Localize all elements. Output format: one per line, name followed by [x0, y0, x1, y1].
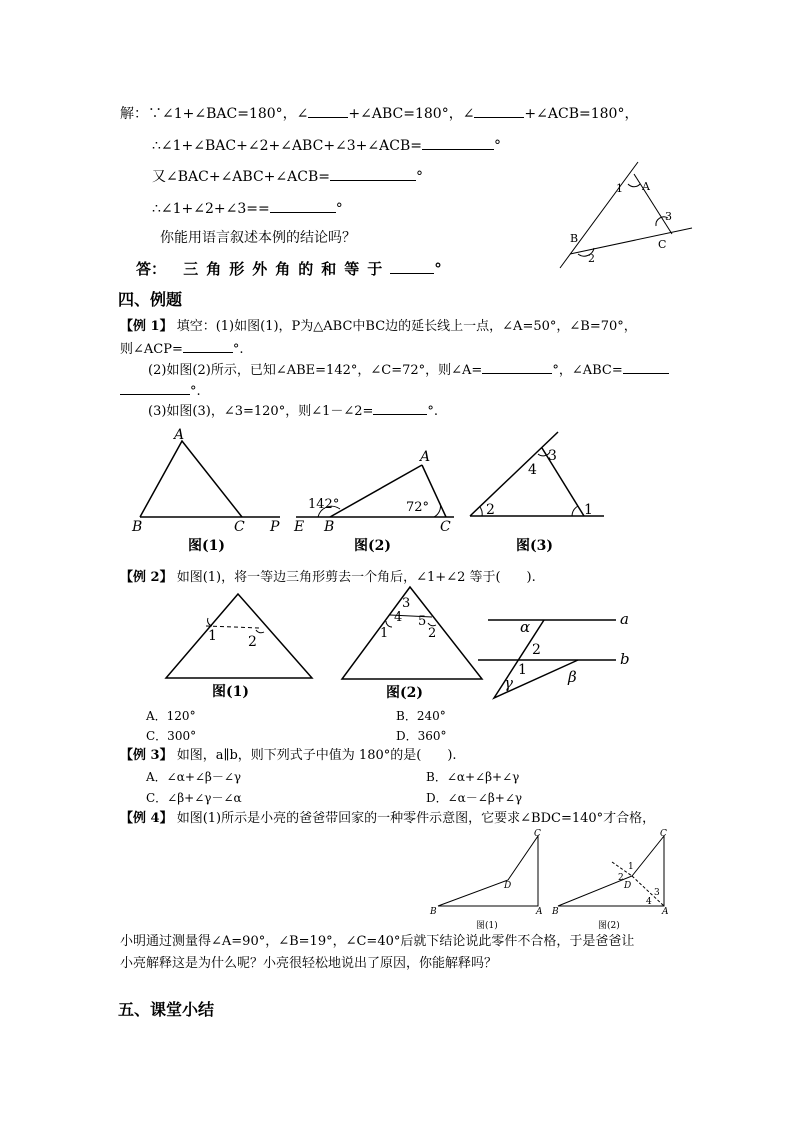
- ex4-line3: 小亮解释这是为什么呢？小亮很轻松地说出了原因，你能解释吗？: [120, 956, 498, 971]
- label-A: A: [174, 427, 185, 443]
- label-B: B: [552, 907, 559, 917]
- ex3-tag: 【例 3】: [120, 748, 173, 763]
- ex2-figure-3: [474, 604, 644, 704]
- ex1-line1: [120, 318, 637, 336]
- label-1: 1: [628, 862, 634, 872]
- ex1-line1b-text: 则∠ACP=: [120, 342, 183, 357]
- caption: 图(2): [386, 685, 423, 701]
- blank: [270, 199, 336, 213]
- proof-triangle-figure: [550, 162, 700, 277]
- blank: [623, 360, 669, 374]
- ex1-line3: [148, 401, 438, 421]
- label-3: 3: [654, 888, 660, 898]
- label-C: C: [234, 519, 245, 535]
- label-1: 1: [518, 662, 527, 678]
- label-2: 2: [588, 252, 595, 265]
- ex1-figure-3: [466, 430, 616, 555]
- label-alpha: α: [520, 618, 531, 636]
- blank: [120, 381, 190, 395]
- label-142: 142°: [308, 497, 340, 512]
- ex3-option-b: B．∠α+∠β+∠γ: [426, 770, 520, 784]
- label-C: C: [440, 519, 451, 535]
- label-B: B: [324, 519, 335, 535]
- section-4-title: 四、例题: [118, 290, 183, 309]
- proof-line4: ∴∠1+∠2+∠3==: [152, 201, 270, 217]
- proof-answer: [136, 260, 442, 278]
- proof-question: 你能用语言叙述本例的结论吗？: [160, 230, 356, 246]
- label-b: b: [620, 650, 630, 668]
- label-2: 2: [486, 502, 495, 518]
- label-E: E: [294, 519, 305, 535]
- proof-line-4: [152, 199, 343, 218]
- label-4: 4: [646, 897, 652, 907]
- blank: [390, 260, 434, 274]
- label-B: B: [132, 519, 143, 535]
- label-A: A: [420, 449, 431, 465]
- ex3-text: 如图，a∥b，则下列式子中值为 180°的是( ).: [176, 748, 457, 763]
- ex4-line2: 小明通过测量得∠A=90°，∠B=19°，∠C=40°后就下结论说此零件不合格，于是爸爸让: [120, 934, 635, 949]
- ex1-line3-a: (3)如图(3)，∠3=120°，则∠1－∠2=: [148, 404, 374, 419]
- blank: [308, 104, 348, 118]
- ex2-option-b: B．240°: [396, 709, 446, 723]
- ex1-line2-b: °，∠ABC=: [552, 363, 623, 378]
- label-5: 5: [418, 614, 427, 629]
- ex1-figure-2: [294, 445, 474, 555]
- label-beta: β: [568, 668, 577, 686]
- label-B: B: [570, 232, 579, 245]
- proof-line1-a: 解：∵∠1+∠BAC=180°，∠: [120, 106, 309, 122]
- section-5-title: 五、课堂小结: [118, 1000, 215, 1019]
- label-2: 2: [532, 642, 541, 658]
- proof-line-2: [152, 136, 501, 155]
- label-4: 4: [528, 462, 537, 478]
- blank: [474, 104, 524, 118]
- ex1-line2-a: (2)如图(2)所示，已知∠ABE=142°，∠C=72°，则∠A=: [148, 363, 483, 378]
- caption: 图(2): [354, 538, 391, 554]
- caption: 图(1): [476, 921, 498, 931]
- label-2: 2: [428, 626, 437, 641]
- ex1-line2c: [120, 381, 201, 401]
- blank: [482, 360, 552, 374]
- ex2-option-d: D．360°: [396, 729, 447, 743]
- degree: °: [335, 201, 343, 217]
- ex4-text: 如图(1)所示是小亮的爸爸带回家的一种零件示意图，它要求∠BDC=140°才合格，: [176, 811, 656, 826]
- ex1-line2: [148, 360, 669, 380]
- caption: 图(2): [598, 921, 620, 931]
- label-1: 1: [380, 626, 389, 641]
- answer-text: 三角形外角的和等于: [183, 260, 391, 278]
- ex4-tag: 【例 4】: [120, 811, 173, 826]
- ex2-option-c: C．300°: [146, 729, 197, 743]
- proof-line-1: [120, 104, 638, 123]
- proof-line2: ∴∠1+∠BAC+∠2+∠ABC+∠3+∠ACB=: [152, 138, 422, 154]
- label-D: D: [624, 881, 632, 891]
- blank: [183, 339, 233, 353]
- ex3-option-c: C．∠β+∠γ－∠α: [146, 791, 242, 805]
- caption: 图(1): [212, 684, 249, 700]
- label-A: A: [642, 180, 650, 193]
- ex4-figure-1: [430, 828, 550, 930]
- label-a: a: [620, 610, 629, 628]
- blank: [373, 401, 427, 415]
- ex3-line: [120, 747, 457, 765]
- ex1-tag: 【例 1】: [120, 319, 173, 334]
- label-gamma: γ: [504, 674, 513, 692]
- proof-line1-b: +∠ABC=180°，∠: [348, 106, 475, 122]
- degree: °.: [427, 404, 439, 419]
- blank: [422, 136, 494, 150]
- degree: °: [434, 260, 442, 278]
- label-D: D: [504, 881, 512, 891]
- label-B: B: [430, 907, 437, 917]
- label-3: 3: [548, 448, 557, 464]
- degree: °: [494, 138, 501, 154]
- label-4: 4: [394, 610, 403, 625]
- proof-line1-c: +∠ACB=180°，: [524, 106, 639, 122]
- proof-line-3: [152, 167, 423, 186]
- ex2-option-a: A．120°: [146, 709, 196, 723]
- label-3: 3: [402, 596, 411, 611]
- ex2-text: 如图(1)，将一等边三角形剪去一个角后，∠1+∠2 等于( ).: [176, 570, 536, 585]
- label-2: 2: [618, 873, 624, 883]
- label-1: 1: [208, 628, 217, 644]
- ex2-tag: 【例 2】: [120, 570, 173, 585]
- label-C: C: [660, 829, 667, 839]
- label-1: 1: [616, 182, 623, 195]
- answer-label: 答：: [136, 260, 167, 278]
- proof-line3: 又∠BAC+∠ABC+∠ACB=: [152, 169, 330, 185]
- blank: [330, 167, 416, 181]
- degree: °.: [232, 342, 244, 357]
- ex3-option-a: A．∠α+∠β－∠γ: [146, 770, 242, 784]
- label-2: 2: [248, 634, 257, 650]
- label-P: P: [270, 519, 280, 535]
- ex2-figure-2: [336, 585, 496, 705]
- label-A: A: [662, 907, 669, 917]
- degree: °: [415, 169, 423, 185]
- ex1-figure-1: [130, 425, 290, 555]
- label-C: C: [534, 829, 541, 839]
- ex3-option-d: D．∠α－∠β+∠γ: [426, 791, 523, 805]
- label-A: A: [536, 907, 543, 917]
- ex1-line1b: [120, 339, 244, 359]
- label-3: 3: [665, 210, 672, 223]
- caption: 图(3): [516, 538, 553, 554]
- caption: 图(1): [188, 538, 225, 554]
- label-72: 72°: [406, 500, 430, 515]
- ex4-figure-2: [552, 828, 676, 930]
- ex2-figure-1: [160, 590, 320, 705]
- ex4-line1: [120, 810, 655, 828]
- ex1-text: 填空：(1)如图(1)，P为△ABC中BC边的延长线上一点，∠A=50°，∠B=70°，: [176, 319, 637, 334]
- label-1: 1: [584, 502, 593, 518]
- degree: °.: [190, 384, 201, 399]
- label-C: C: [658, 238, 667, 251]
